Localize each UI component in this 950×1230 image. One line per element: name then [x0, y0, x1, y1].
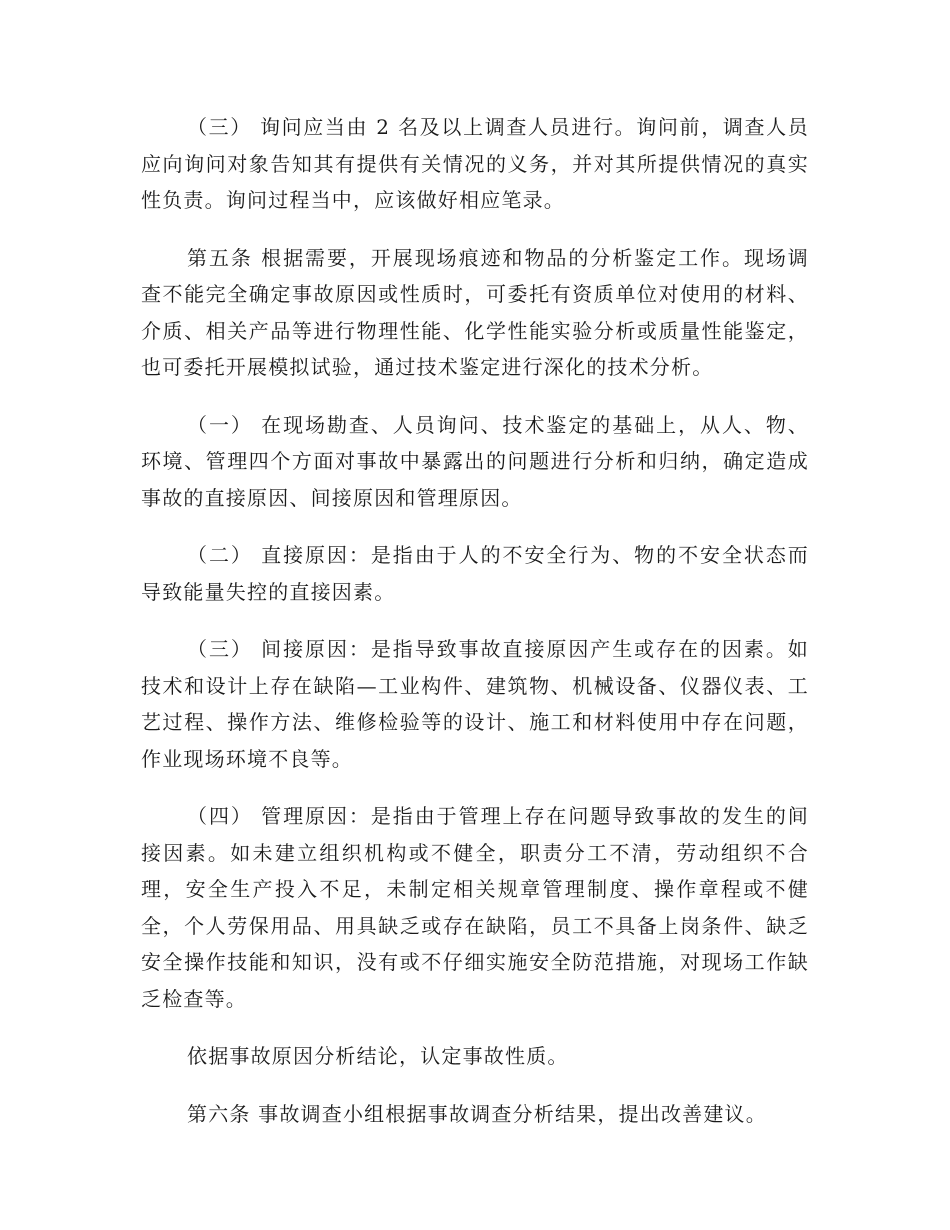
paragraph-accident-nature: 依据事故原因分析结论，认定事故性质。 — [187, 1044, 569, 1068]
paragraph-cause-analysis: （一） 在现场勘查、人员询问、技术鉴定的基础上，从人、物、环境、管理四个方面对事故中暴露出的问题进行分析和归纳，确定造成事故的直接原因、间接原因和管理原因。 — [141, 412, 809, 510]
paragraph-article-6: 第六条 事故调查小组根据事故调查分析结果，提出改善建议。 — [187, 1101, 767, 1126]
paragraph-direct-cause: （二） 直接原因：是指由于人的不安全行为、物的不安全状态而导致能量失控的直接因素。 — [141, 543, 809, 604]
paragraph-indirect-cause: （三） 间接原因：是指导致事故直接原因产生或存在的因素。如技术和设计上存在缺陷—工业构件、建筑物、机械设备、仪器仪表、工艺过程、操作方法、维修检验等的设计、施工和材料使用中存在问题，作业现场环境不良等。 — [141, 637, 809, 771]
paragraph-inquiry-rules: （三） 询问应当由 2 名及以上调查人员进行。询问前，调查人员应向询问对象告知其有提供有关情况的义务，并对其所提供情况的真实性负责。询问过程当中，应该做好相应笔录。 — [141, 115, 809, 212]
paragraph-article-5: 第五条 根据需要，开展现场痕迹和物品的分析鉴定工作。现场调查不能完全确定事故原因或性质时，可委托有资质单位对使用的材料、介质、相关产品等进行物理性能、化学性能实验分析或质量性能鉴定，也可委托开展模拟试验，通过技术鉴定进行深化的技术分析。 — [141, 245, 809, 379]
document-body — [141, 109, 809, 1153]
paragraph-management-cause: （四） 管理原因：是指由于管理上存在问题导致事故的发生的间接因素。如未建立组织机构或不健全，职责分工不清，劳动组织不合理，安全生产投入不足，未制定相关规章管理制度、操作章程或不健全，个人劳保用品、用具缺乏或存在缺陷，员工不具备上岗条件、缺乏安全操作技能和知识，没有或不仔细实施安全防范措施，对现场工作缺乏检查等。 — [141, 804, 809, 1011]
